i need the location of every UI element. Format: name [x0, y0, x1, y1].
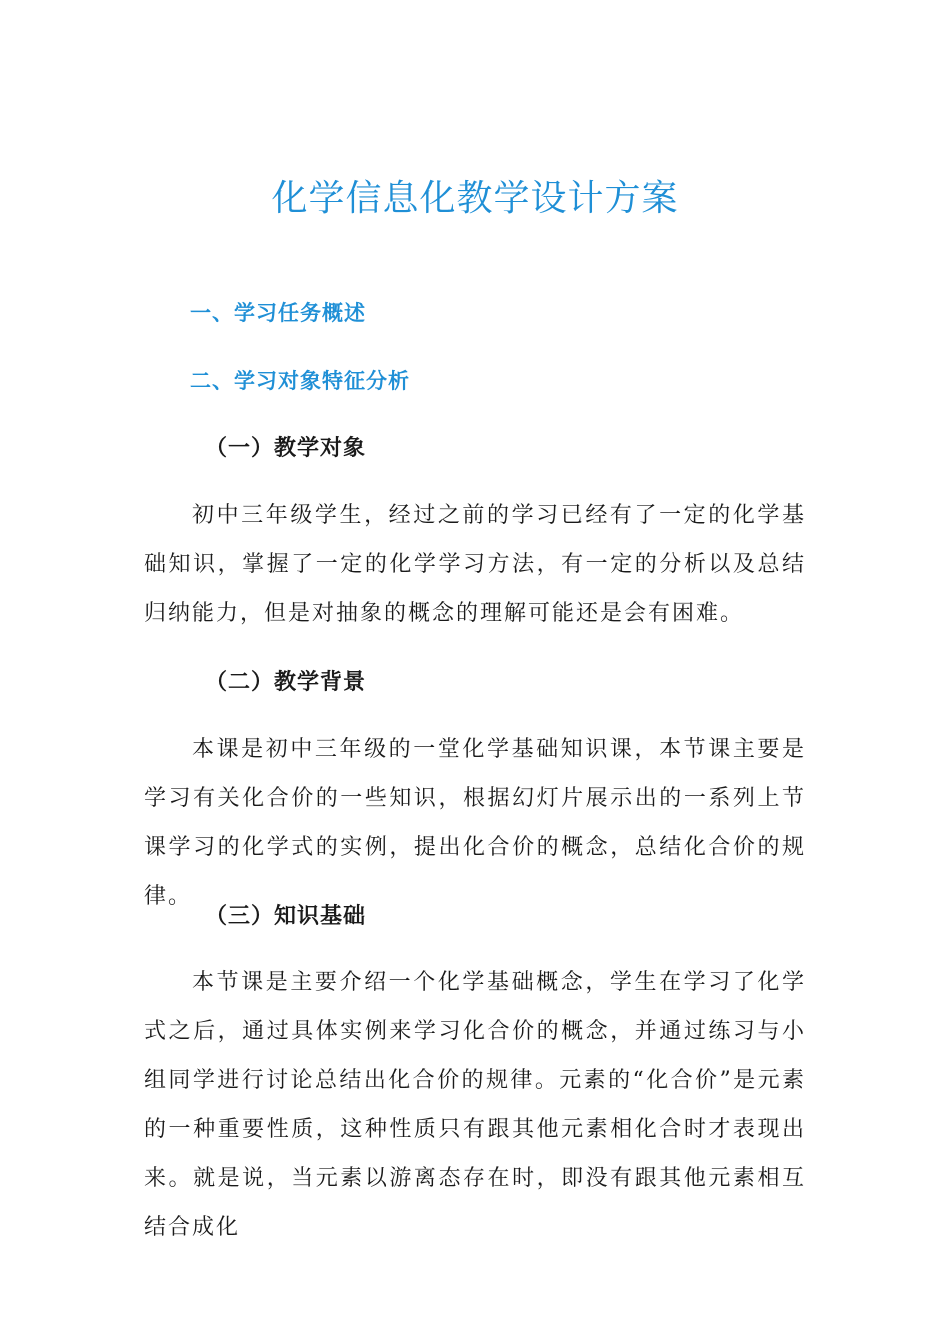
section-heading-learner-analysis: 二、学习对象特征分析	[190, 369, 410, 393]
paragraph-teaching-target: 初中三年级学生，经过之前的学习已经有了一定的化学基础知识，掌握了一定的化学学习方法，有一定的分析以及总结归纳能力，但是对抽象的概念的理解可能还是会有困难。	[144, 503, 806, 626]
paragraph-knowledge-basis: 本节课是主要介绍一个化学基础概念，学生在学习了化学式之后，通过具体实例来学习化合价的概念，并通过练习与小组同学进行讨论总结出化合价的规律。元素的“化合价”是元素的一种重要性质，这种性质只有跟其他元素相化合时才表现出来。就是说，当元素以游离态存在时，即没有跟其他元素相互结合成化	[144, 970, 806, 1240]
paragraph-teaching-background: 本课是初中三年级的一堂化学基础知识课，本节课主要是学习有关化合价的一些知识，根据幻灯片展示出的一系列上节课学习的化学式的实例，提出化合价的概念，总结化合价的规律。	[144, 737, 806, 909]
subsection-heading-knowledge-basis: （三）知识基础	[205, 903, 367, 929]
section-heading-task-overview: 一、学习任务概述	[190, 301, 366, 325]
subsection-heading-teaching-target: （一）教学对象	[205, 435, 367, 461]
document-title: 化学信息化教学设计方案	[271, 178, 679, 219]
subsection-heading-teaching-background: （二）教学背景	[205, 669, 367, 695]
